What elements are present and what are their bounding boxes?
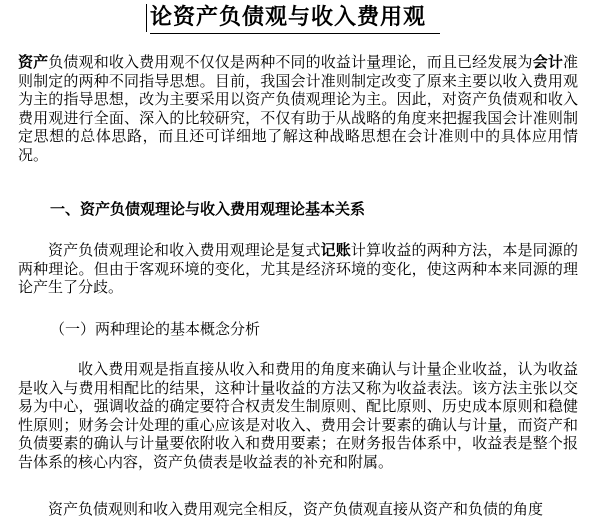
subsection-heading: （一）两种理论的基本概念分析 — [50, 320, 261, 338]
document-title: 论资产负债观与收入费用观 — [150, 4, 427, 30]
intro-text-part2: 准则制定的两种不同指导思想。目前，我国会计准则制定改变了原来主要以收入费用观为主的指导思想，改为主要采用以资产负债观理论为主。因此，对资产负债观和收入费用观进行全面、深入的比较研究，不仅有助于从战略的角度来把握我国会计准则制定思想的总体思路，而且还可详细地了解这种战略思想在会计准则中的具体应用情况。 — [18, 53, 578, 164]
intro-paragraph — [18, 53, 578, 165]
intro-text-part1: 负债观和收入费用观不仅仅是两种不同的收益计量理论，而且已经发展为 — [48, 53, 533, 71]
section-heading: 一、资产负债观理论与收入费用观理论基本关系 — [50, 200, 366, 218]
section-text-part2: 计算收益的两种方法，本是同源的两种理论。但由于客观环境的变化，尤其是经济环境的变化，使这两种本来同源的理论产生了分歧。 — [18, 241, 578, 297]
title-underline — [150, 33, 440, 34]
keyword-link[interactable]: 资产 — [18, 53, 49, 71]
keyword-link[interactable]: 会计 — [532, 53, 563, 71]
section-paragraph — [18, 241, 578, 297]
subsection-paragraph: 收入费用观是指直接从收入和费用的角度来确认与计量企业收益，认为收益是收入与费用相配比的结果，这种计量收益的方法又称为收益表法。该方法主张以交易为中心，强调收益的确定要符合权责发生制原则、配比原则、历史成本原则和稳健性原则；财务会计处理的重心应该是对收入、费用会计要素的确认与计量，而资产和负债要素的确认与计量要依附收入和费用要素；在财务报告体系中，收益表是整个报告体系的核心内容，资产负债表是收益表的补充和附属。 — [18, 360, 578, 471]
keyword-link[interactable]: 记账 — [320, 241, 351, 259]
text-cursor — [146, 4, 147, 32]
section-text-part1: 资产负债观理论和收入费用观理论是复式 — [48, 241, 321, 259]
cutoff-paragraph: 资产负债观则和收入费用观完全相反，资产负债观直接从资产和负债的角度 — [48, 500, 544, 518]
